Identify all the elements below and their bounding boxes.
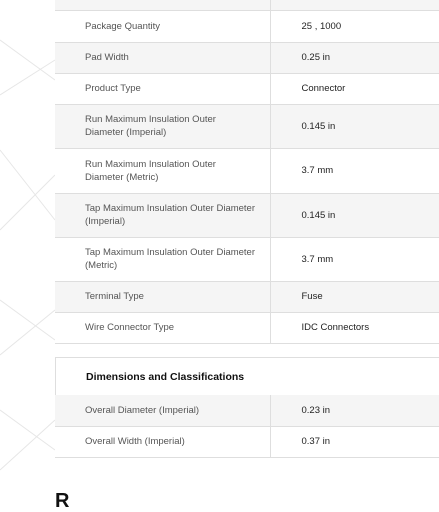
section-title: Dimensions and Classifications: [86, 370, 245, 383]
table-top-strip: [55, 0, 439, 11]
spec-label-terminal-type: Terminal Type: [55, 281, 270, 312]
spec-value-package-quantity: 25 , 1000: [301, 20, 342, 32]
table-row: [55, 193, 439, 237]
spec-label-pad-width: Pad Width: [55, 42, 270, 73]
table-row: [55, 237, 439, 281]
table-row: [55, 11, 439, 42]
table-row: [55, 281, 439, 312]
spec-label-overall-width: Overall Width (Imperial): [55, 426, 270, 457]
table-column-divider: [270, 0, 271, 11]
spec-value-tap-max-od-imperial: 0.145 in: [301, 209, 336, 221]
spec-value-run-max-od-metric: 3.7 mm: [301, 165, 334, 176]
spec-label-run-max-od-metric: Run Maximum Insulation Outer Diameter (Metric): [55, 148, 270, 193]
spec-label-overall-diameter: Overall Diameter (Imperial): [55, 395, 270, 426]
table-row: [55, 73, 439, 104]
spec-value-tap-max-od-metric: 3.7 mm: [301, 253, 334, 265]
spec-label-product-type: Product Type: [55, 73, 270, 104]
specifications-table: [55, 11, 439, 344]
spec-value-pad-width: 0.25 in: [301, 52, 331, 63]
spec-label-run-max-od-imperial: Run Maximum Insulation Outer Diameter (Imperial): [55, 104, 270, 148]
next-section-heading: R: [55, 490, 70, 512]
dimensions-table: [55, 395, 439, 458]
section-header-dimensions: [55, 357, 439, 396]
table-row: [55, 148, 439, 193]
decorative-background-lines: [0, 0, 60, 500]
table-row: [55, 104, 439, 148]
table-row: [55, 395, 439, 426]
table-row: [55, 42, 439, 73]
table-row: [55, 312, 439, 343]
spec-label-wire-connector-type: Wire Connector Type: [55, 312, 270, 343]
spec-label-tap-max-od-imperial: Tap Maximum Insulation Outer Diameter (Imperial): [55, 193, 270, 237]
spec-value-overall-width: 0.37 in: [301, 436, 331, 447]
spec-value-wire-connector-type: IDC Connectors: [301, 322, 370, 333]
spec-value-run-max-od-imperial: 0.145 in: [301, 120, 336, 132]
spec-value-overall-diameter: 0.23 in: [301, 404, 331, 416]
spec-label-package-quantity: Package Quantity: [55, 11, 270, 42]
spec-value-terminal-type: Fuse: [301, 291, 323, 302]
spec-label-tap-max-od-metric: Tap Maximum Insulation Outer Diameter (Metric): [55, 237, 270, 281]
spec-value-product-type: Connector: [301, 83, 346, 94]
table-row: [55, 426, 439, 457]
